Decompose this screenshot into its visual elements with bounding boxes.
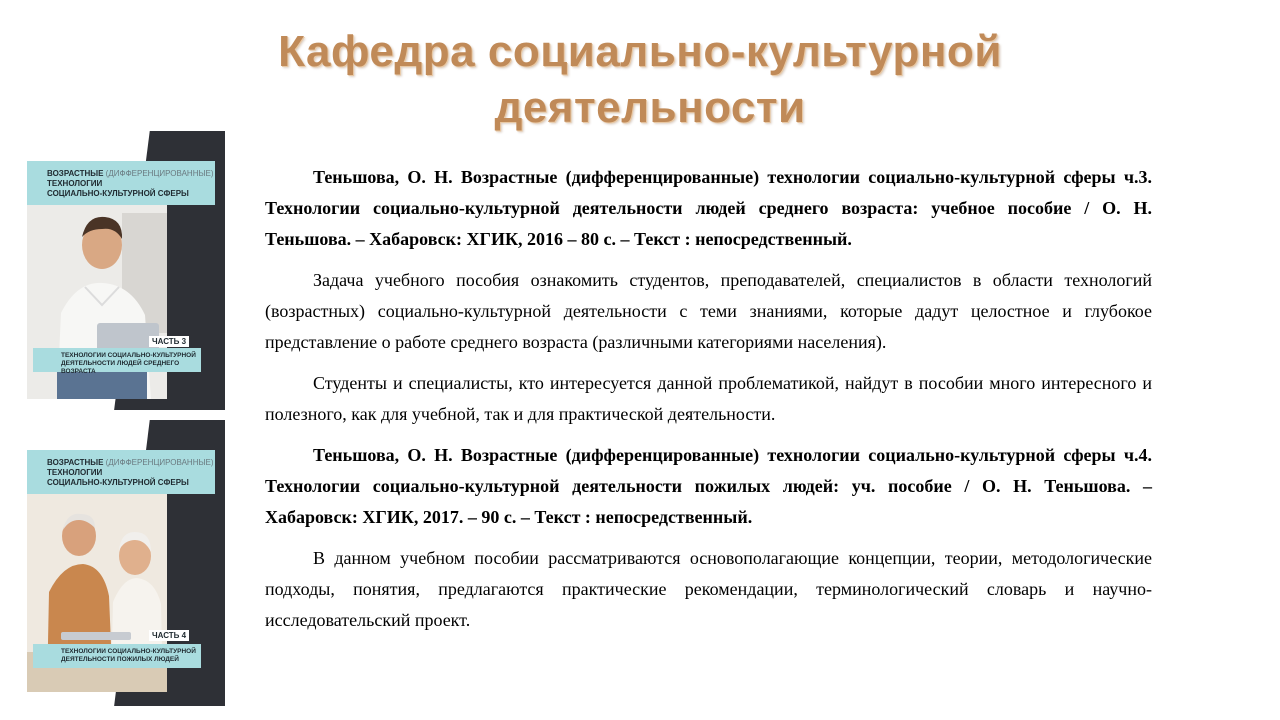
- title-line-2: деятельности: [494, 83, 806, 132]
- cover-title-line-2: ТЕХНОЛОГИИ: [47, 179, 103, 188]
- cover-title-dif: (ДИФФЕРЕНЦИРОВАННЫЕ): [105, 169, 214, 178]
- cover-title-band: [27, 161, 215, 205]
- cover-subtitle-line-2: ДЕЯТЕЛЬНОСТИ ЛЮДЕЙ СРЕДНЕГО ВОЗРАСТА: [61, 360, 180, 375]
- page-title: [0, 24, 1280, 136]
- title-line-1: Кафедра социально-культурной: [278, 27, 1002, 76]
- book-cover-part-3: [27, 131, 225, 410]
- cover-subtitle-band: [33, 644, 201, 668]
- cover-title-band: [27, 450, 215, 494]
- book-reference-part-4: Теньшова, О. Н. Возрастные (дифференцированные) технологии социально-культурной сферы ч.4. Технологии социально-культурной деятельности пожилых людей: уч. пособие / О. Н. Теньшова. – Хабаровск: ХГИК, 2017. – 90 с. – Текст : непосредственный.: [265, 445, 1152, 527]
- cover-subtitle-line-1: ТЕХНОЛОГИИ СОЦИАЛЬНО-КУЛЬТУРНОЙ: [61, 648, 196, 655]
- book-reference-part-3: Теньшова, О. Н. Возрастные (дифференцированные) технологии социально-культурной сферы ч.3. Технологии социально-культурной деятельности людей среднего возраста: учебное пособие / О. Н. Теньшова. – Хабаровск: ХГИК, 2016 – 80 с. – Текст : непосредственный.: [265, 167, 1152, 249]
- cover-title-dif: (ДИФФЕРЕНЦИРОВАННЫЕ): [105, 458, 214, 467]
- cover-part-label: ЧАСТЬ 4: [149, 630, 189, 641]
- cover-part-label: ЧАСТЬ 3: [149, 336, 189, 347]
- book-audience-note: Студенты и специалисты, кто интересуется данной проблематикой, найдут в пособии много интересного и полезного, как для учебной, так и для практической деятельности.: [265, 373, 1152, 424]
- cover-title-line-3: СОЦИАЛЬНО-КУЛЬТУРНОЙ СФЕРЫ: [47, 478, 189, 487]
- cover-subtitle-line-2: ДЕЯТЕЛЬНОСТИ ПОЖИЛЫХ ЛЮДЕЙ: [61, 656, 179, 663]
- cover-subtitle-band: [33, 348, 201, 375]
- description-text-block: [265, 162, 1152, 646]
- cover-title-word: ВОЗРАСТНЫЕ: [47, 458, 104, 467]
- book-annotation-part-3: Задача учебного пособия ознакомить студентов, преподавателей, специалистов в области технологий (возрастных) социально-культурной деятельности с теми знаниями, которые дадут целостное и глубокое представление о работе среднего возраста (различными категориями населения).: [265, 270, 1152, 352]
- cover-title-word: ВОЗРАСТНЫЕ: [47, 169, 104, 178]
- cover-title-line-2: ТЕХНОЛОГИИ: [47, 468, 103, 477]
- book-annotation-part-4: В данном учебном пособии рассматриваются основополагающие концепции, теории, методологические подходы, понятия, предлагаются практические рекомендации, терминологический словарь и научно-исследовательский проект.: [265, 548, 1152, 630]
- cover-subtitle-line-1: ТЕХНОЛОГИИ СОЦИАЛЬНО-КУЛЬТУРНОЙ: [61, 352, 196, 359]
- cover-title-line-3: СОЦИАЛЬНО-КУЛЬТУРНОЙ СФЕРЫ: [47, 189, 189, 198]
- book-cover-part-4: [27, 420, 225, 706]
